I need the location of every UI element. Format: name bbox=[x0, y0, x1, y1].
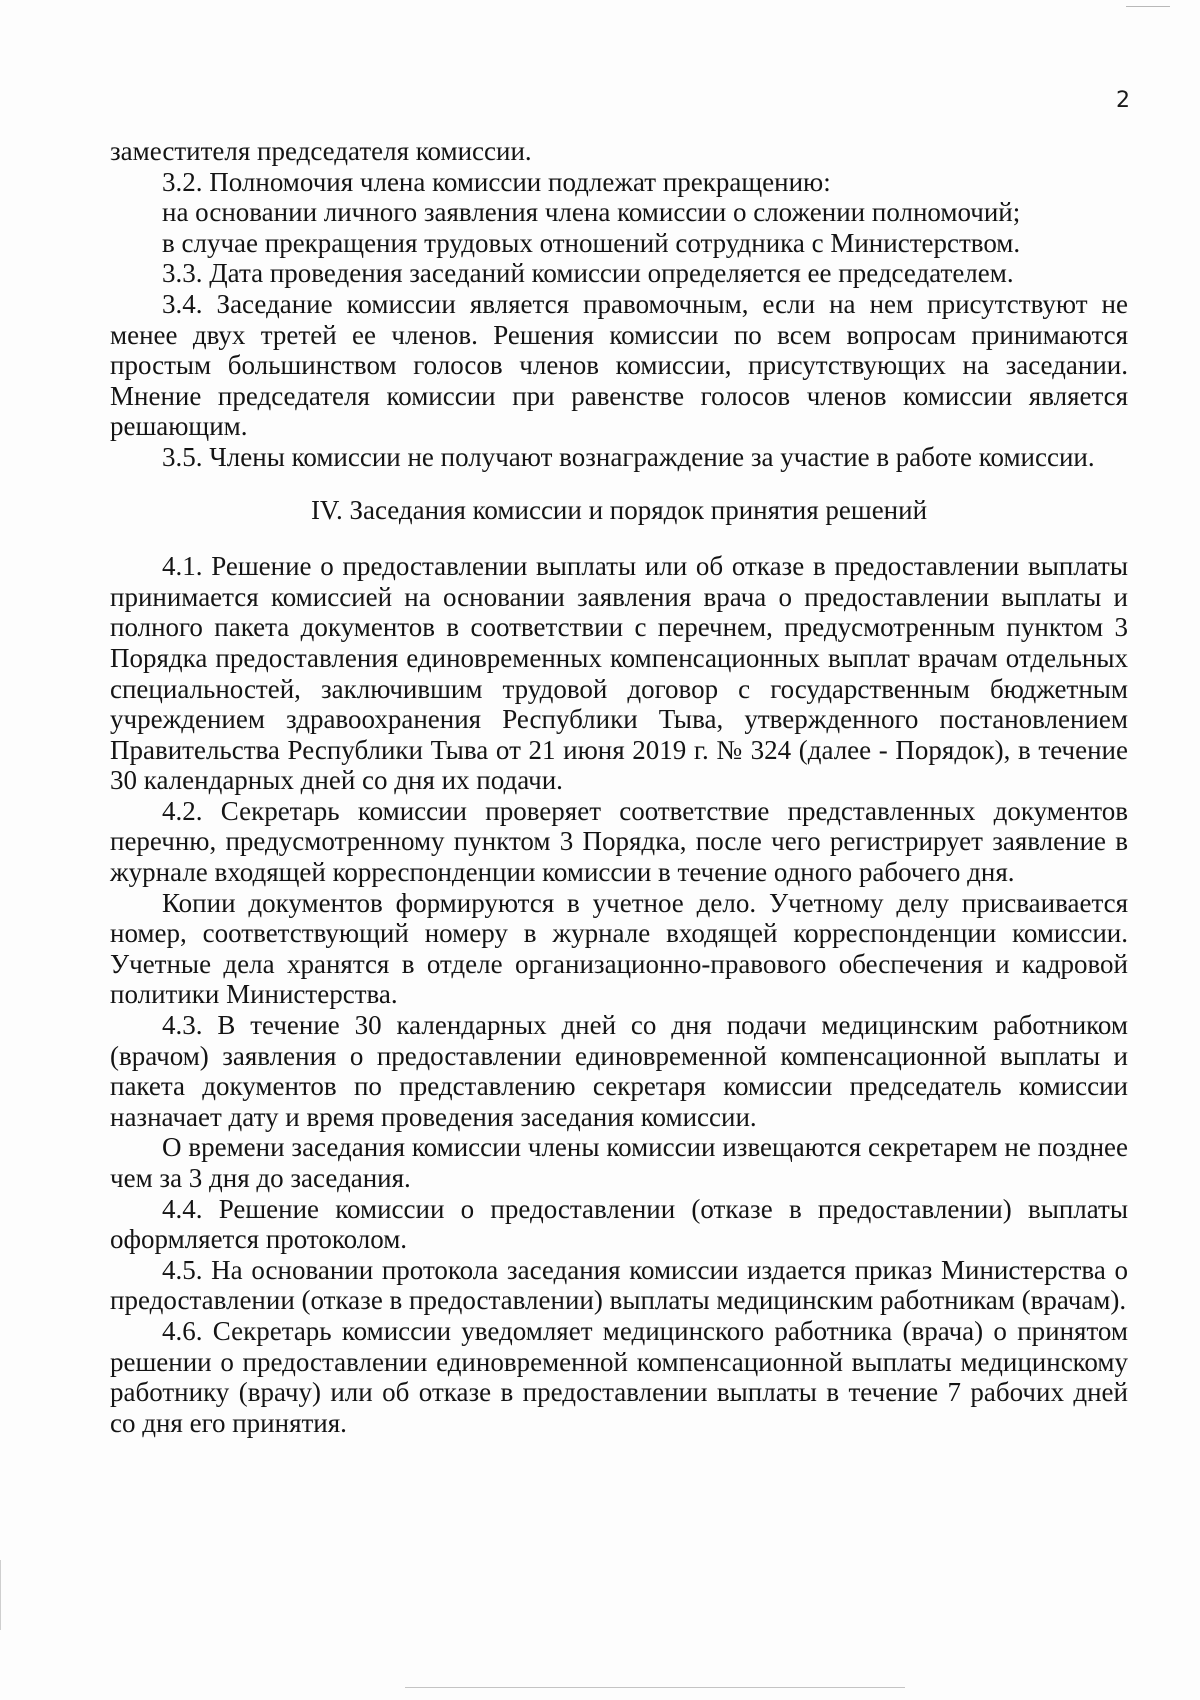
scan-artifact-top bbox=[1126, 6, 1170, 7]
section-heading-iv: IV. Заседания комиссии и порядок принятия решений bbox=[310, 494, 928, 525]
paragraph-4-3-notice: О времени заседания комиссии члены комиссии извещаются секретарем не позднее чем за 3 дня до заседания. bbox=[110, 1132, 1128, 1193]
page-number: 2 bbox=[1116, 88, 1130, 113]
paragraph-4-6: 4.6. Секретарь комиссии уведомляет медицинского работника (врача) о принятом решении о предоставлении единовременной компенсационной выплаты медицинскому работнику (врачу) или об отказе в предоставлении выплаты в течение 7 рабочих дней со дня его принятия. bbox=[110, 1315, 1128, 1438]
scan-artifact-bottom bbox=[405, 1687, 905, 1688]
paragraph-3-2-item-2: в случае прекращения трудовых отношений сотрудника с Министерством. bbox=[162, 227, 1021, 258]
paragraph-4-3: 4.3. В течение 30 календарных дней со дня подачи медицинским работником (врачом) заявления о предоставлении единовременной компенсационной выплаты и пакета документов по представлению секретаря комиссии председатель комиссии назначает дату и время проведения заседания комиссии. bbox=[110, 1010, 1128, 1132]
paragraph-4-4: 4.4. Решение комиссии о предоставлении (отказе в предоставлении) выплаты оформляется протоколом. bbox=[110, 1193, 1128, 1255]
paragraph-3-2: 3.2. Полномочия члена комиссии подлежат прекращению: bbox=[162, 166, 831, 197]
paragraph-4-1: 4.1. Решение о предоставлении выплаты или об отказе в предоставлении выплаты принимается комиссией на основании заявления врача о предоставлении выплаты и полного пакета документов в соответствии с перечнем, предусмотренным пунктом 3 Порядка предоставления единовременных компенсационных выплат врачам отдельных специальностей, заключившим трудовой договор с государственным бюджетным учреждением здравоохранения Республики Тыва, утвержденного постановлением Правительства Республики Тыва от 21 июня 2019 г. № 324 (далее - Порядок), в течение 30 календарных дней со дня их подачи. bbox=[110, 551, 1128, 796]
paragraph-3-5: 3.5. Члены комиссии не получают вознаграждение за участие в работе комиссии. bbox=[162, 441, 1095, 472]
paragraph-4-2-copies: Копии документов формируются в учетное дело. Учетному делу присваивается номер, соответствующий номеру в журнале входящей корреспонденции комиссии. Учетные дела хранятся в отделе организационно-правового обеспечения и кадровой политики Министерства. bbox=[110, 887, 1128, 1010]
paragraph-4-5: 4.5. На основании протокола заседания комиссии издается приказ Министерства о предоставлении (отказе в предоставлении) выплаты медицинским работникам (врачам). bbox=[110, 1254, 1128, 1316]
scan-artifact-left bbox=[0, 1560, 1, 1630]
paragraph-continuation: заместителя председателя комиссии. bbox=[110, 136, 532, 166]
paragraph-3-2-item-1: на основании личного заявления члена комиссии о сложении полномочий; bbox=[162, 197, 1021, 228]
document-body bbox=[110, 136, 1128, 1438]
paragraph-4-2: 4.2. Секретарь комиссии проверяет соответствие представленных документов перечню, предусмотренному пунктом 3 Порядка, после чего регистрирует заявление в журнале входящей корреспонденции комиссии в течение одного рабочего дня. bbox=[110, 795, 1128, 888]
paragraph-3-4: 3.4. Заседание комиссии является правомочным, если на нем присутствуют не менее двух третей ее членов. Решения комиссии по всем вопросам принимаются простым большинством голосов членов комиссии, присутствующих на заседании. Мнение председателя комиссии при равенстве голосов членов комиссии является решающим. bbox=[110, 288, 1128, 442]
paragraph-3-3: 3.3. Дата проведения заседаний комиссии определяется ее председателем. bbox=[162, 258, 1014, 289]
